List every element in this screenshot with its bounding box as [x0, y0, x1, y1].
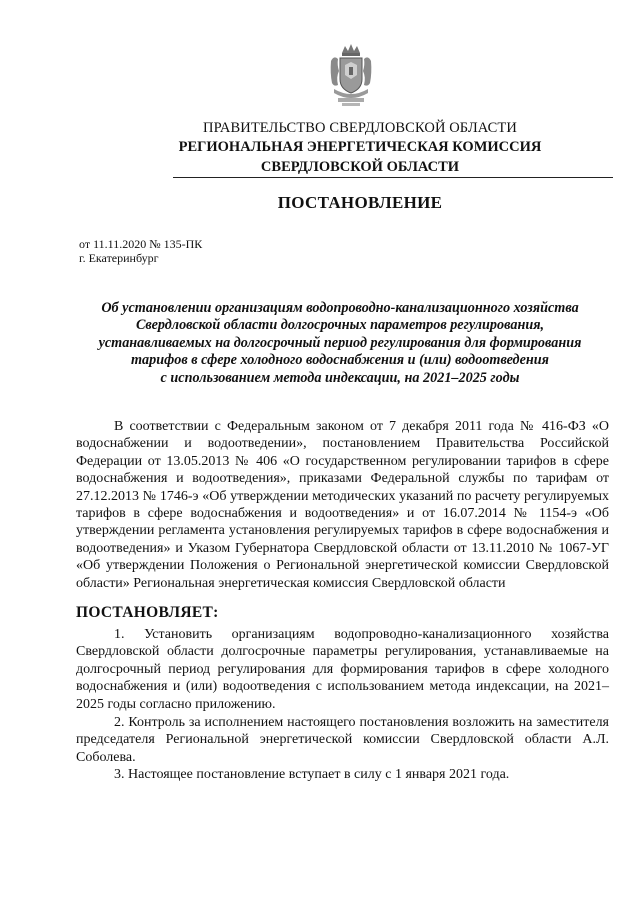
- decree-item: 1. Установить организациям водопроводно-канализационного хозяйства Свердловской области долгосрочные параметры регулирования, устанавливаемые на долгосрочный период регулирования для формирования тарифов в сфере холодного водоснабжения и (или) водоотведения с использованием метода индексации, на 2021–2025 годы согласно приложению.: [76, 627, 609, 712]
- city: г. Екатеринбург: [79, 251, 159, 265]
- decree-word: ПОСТАНОВЛЯЕТ:: [76, 604, 219, 621]
- document-title: ПОСТАНОВЛЕНИЕ: [277, 193, 443, 212]
- coat-of-arms-icon: [328, 43, 374, 109]
- government-name: ПРАВИТЕЛЬСТВО СВЕРДЛОВСКОЙ ОБЛАСТИ: [203, 120, 517, 136]
- subject-line: устанавливаемых на долгосрочный период регулирования для формирования: [98, 334, 582, 351]
- preamble-paragraph: В соответствии с Федеральным законом от 7 декабря 2011 года № 416-ФЗ «О водоснабжении и водоотведении», постановлением Правительства Российской Федерации от 13.05.2013 № 406 «О государственном регулировании тарифов в сфере водоснабжения и водоотведения», приказами Федеральной службы по тарифам от 27.12.2013 № 1746-э «Об утверждении методических указаний по расчету регулируемых тарифов в сфере водоснабжения и водоотведения» и от 16.07.2014 № 1154-э «Об утверждении регламента установления регулируемых тарифов в сфере водоснабжения и водоотведения» и Указом Губернатора Свердловской области от 13.11.2010 № 1067-УГ «Об утверждении Положения о Региональной энергетической комиссии Свердловской области» Региональная энергетическая комиссия Свердловской области: [76, 419, 609, 591]
- subject-line: тарифов в сфере холодного водоснабжения и (или) водоотведения: [131, 352, 549, 369]
- subject-line: Об установлении организациям водопроводно-канализационного хозяйства: [101, 300, 579, 316]
- decree-item: 2. Контроль за исполнением настоящего постановления возложить на заместителя председателя Региональной энергетической комиссии Свердловской области А.Л. Соболева.: [76, 715, 609, 765]
- subject-line: Свердловской области долгосрочных параметров регулирования,: [135, 317, 545, 334]
- subject-line: с использованием метода индексации, на 2021–2025 годы: [160, 369, 520, 386]
- date-number: от 11.11.2020 № 135-ПК: [79, 237, 203, 251]
- commission-name: РЕГИОНАЛЬНАЯ ЭНЕРГЕТИЧЕСКАЯ КОМИССИЯ: [178, 139, 542, 155]
- document-subject: [70, 300, 610, 387]
- header-divider: [173, 177, 613, 178]
- decree-item: 3. Настоящее постановление вступает в силу с 1 января 2021 года.: [114, 767, 510, 782]
- commission-region: СВЕРДЛОВСКОЙ ОБЛАСТИ: [260, 159, 460, 175]
